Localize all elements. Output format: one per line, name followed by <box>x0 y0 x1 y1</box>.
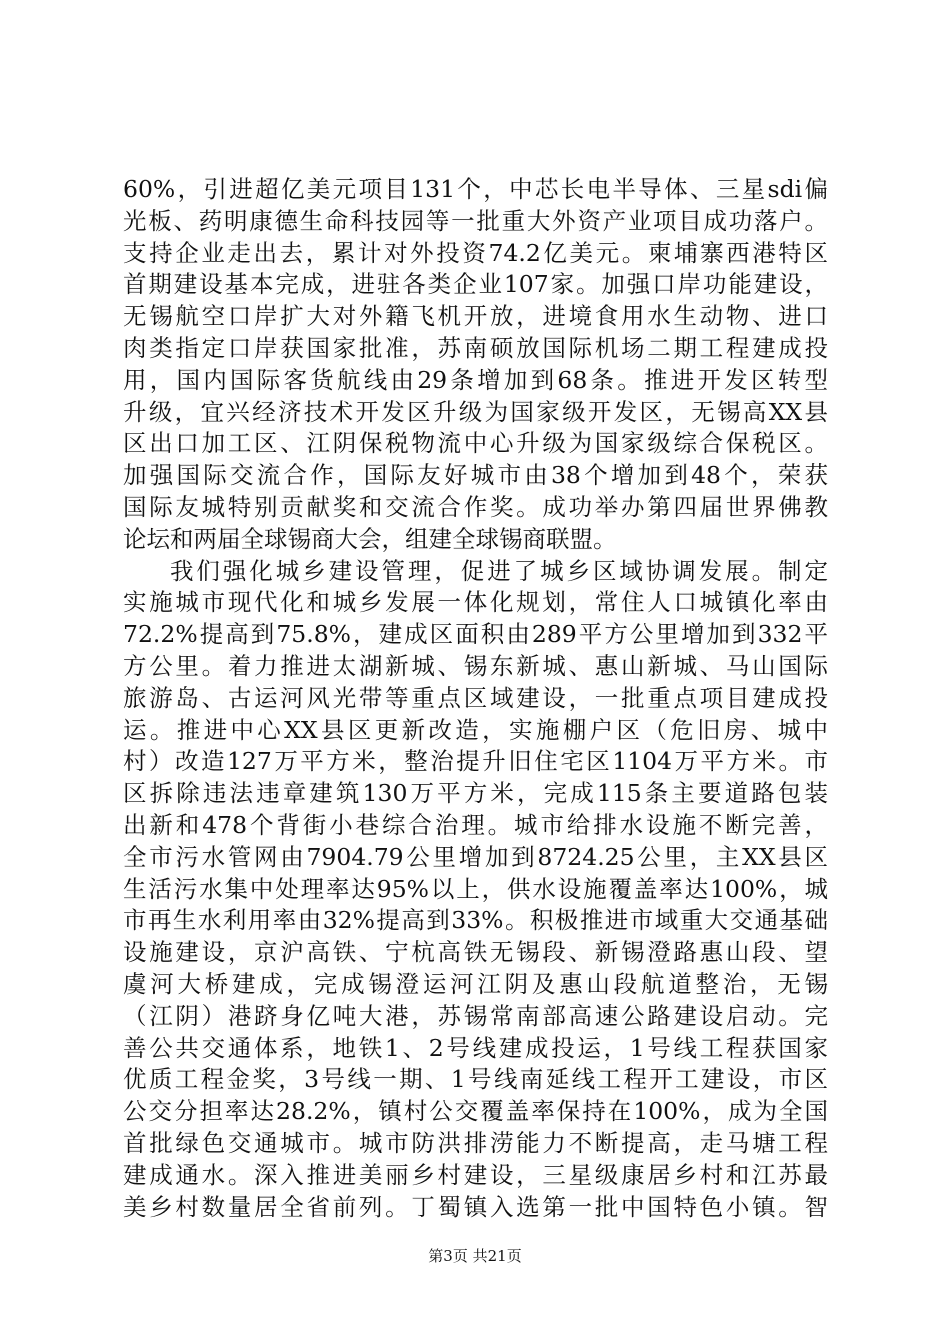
text-line: 村）改造127万平方米，整治提升旧住宅区1104万平方米。市 <box>123 747 828 776</box>
text-line: 论坛和两届全球锡商大会，组建全球锡商联盟。 <box>123 524 617 553</box>
text-line: 升级，宜兴经济技术开发区升级为国家级开发区，无锡高XX县 <box>123 397 828 426</box>
text-line: 建成通水。深入推进美丽乡村建设，三星级康居乡村和江苏最 <box>123 1160 828 1189</box>
text-line: 区出口加工区、江阴保税物流中心升级为国家级综合保税区。 <box>123 429 828 458</box>
text-line: 优质工程金奖，3号线一期、1号线南延线工程开工建设，市区 <box>123 1065 828 1094</box>
text-line: 72.2%提高到75.8%，建成区面积由289平方公里增加到332平 <box>123 620 828 649</box>
text-line: 首批绿色交通城市。城市防洪排涝能力不断提高，走马塘工程 <box>123 1128 828 1157</box>
text-line: 善公共交通体系，地铁1、2号线建成投运，1号线工程获国家 <box>123 1033 828 1062</box>
text-line: 全市污水管网由7904.79公里增加到8724.25公里，主XX县区 <box>123 842 828 871</box>
text-line: 60%，引进超亿美元项目131个，中芯长电半导体、三星sdi偏 <box>123 175 828 203</box>
text-line: （江阴）港跻身亿吨大港，苏锡常南部高速公路建设启动。完 <box>123 1001 828 1030</box>
text-line: 美乡村数量居全省前列。丁蜀镇入选第一批中国特色小镇。智 <box>123 1192 828 1221</box>
text-line: 用，国内国际客货航线由29条增加到68条。推进开发区转型 <box>123 365 828 394</box>
text-line: 公交分担率达28.2%，镇村公交覆盖率保持在100%，成为全国 <box>123 1097 828 1126</box>
text-line: 区拆除违法违章建筑130万平方米，完成115条主要道路包装 <box>123 779 828 808</box>
text-line: 市再生水利用率由32%提高到33%。积极推进市域重大交通基础 <box>123 906 828 935</box>
text-line: 国际友城特别贡献奖和交流合作奖。成功举办第四届世界佛教 <box>123 492 828 521</box>
text-line: 光板、药明康德生命科技园等一批重大外资产业项目成功落户。 <box>123 206 828 235</box>
text-line: 实施城市现代化和城乡发展一体化规划，常住人口城镇化率由 <box>123 588 828 617</box>
text-line: 生活污水集中处理率达95%以上，供水设施覆盖率达100%，城 <box>123 874 828 903</box>
text-line: 首期建设基本完成，进驻各类企业107家。加强口岸功能建设， <box>123 270 828 299</box>
text-line: 出新和478个背街小巷综合治理。城市给排水设施不断完善， <box>123 810 828 839</box>
text-line: 肉类指定口岸获国家批准，苏南硕放国际机场二期工程建成投 <box>123 333 828 362</box>
text-line: 虞河大桥建成，完成锡澄运河江阴及惠山段航道整治，无锡 <box>123 969 828 998</box>
text-line: 旅游岛、古运河风光带等重点区域建设，一批重点项目建成投 <box>123 683 828 712</box>
text-line: 运。推进中心XX县区更新改造，实施棚户区（危旧房、城中 <box>123 715 828 744</box>
body-text <box>123 174 828 1223</box>
text-line: 无锡航空口岸扩大对外籍飞机开放，进境食用水生动物、进口 <box>123 302 828 331</box>
text-line: 支持企业走出去，累计对外投资74.2亿美元。柬埔寨西港特区 <box>123 238 828 267</box>
paragraph-start-line: 我们强化城乡建设管理，促进了城乡区域协调发展。制定 <box>170 556 828 585</box>
page-number-footer: 第3页 共21页 <box>428 1247 522 1265</box>
text-line: 方公里。着力推进太湖新城、锡东新城、惠山新城、马山国际 <box>123 651 828 680</box>
text-line: 设施建设，京沪高铁、宁杭高铁无锡段、新锡澄路惠山段、望 <box>123 938 828 967</box>
text-line: 加强国际交流合作，国际友好城市由38个增加到48个，荣获 <box>123 461 828 490</box>
